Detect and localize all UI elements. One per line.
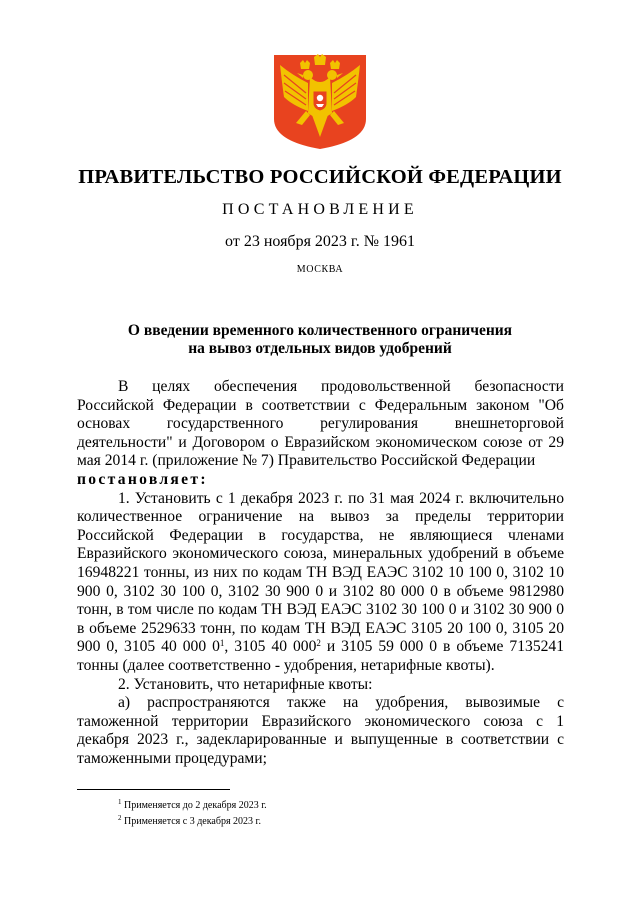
org-title: ПРАВИТЕЛЬСТВО РОССИЙСКОЙ ФЕДЕРАЦИИ (78, 166, 562, 188)
footnote-ref-2[interactable]: 2 (316, 638, 321, 649)
item-1-text-c: и 3105 59 000 0 в объеме 7135241 тонны (далее соответственно - удобрения, нетарифные квоты). (77, 638, 565, 674)
item-2a-paragraph (77, 694, 564, 768)
coat-of-arms-icon (270, 53, 370, 151)
footnote-ref-1[interactable]: 1 (219, 638, 225, 649)
footnote-2 (118, 814, 267, 830)
title-line-1: О введении временного количественного ограничения (127, 322, 513, 339)
footnote-2-text: Применяется с 3 декабря 2023 г. (124, 816, 262, 827)
item-2a-text: а) распространяются также на удобрения, вывозимые с таможенной территории Евразийского экономического союза с 1 декабря 2023 г., задекларированные и выпущенные в соответствии с таможенными процедурами; (77, 694, 564, 767)
document-body (77, 378, 564, 768)
footnote-separator (77, 789, 230, 790)
document-date-number: от 23 ноября 2023 г. № 1961 (225, 233, 415, 250)
footnote-1 (118, 798, 267, 814)
item-2-text: 2. Установить, что нетарифные квоты: (118, 675, 373, 693)
document-type: ПОСТАНОВЛЕНИЕ (222, 201, 418, 218)
document-title (0, 322, 640, 358)
resolves-word: постановляет: (77, 470, 208, 488)
footnote-2-number: 2 (118, 814, 122, 822)
preamble-paragraph (77, 378, 564, 471)
title-line-2: на вывоз отдельных видов удобрений (188, 340, 452, 357)
item-1-text-b: , 3105 40 000 (224, 638, 317, 656)
city-label: МОСКВА (296, 264, 344, 275)
resolves-paragraph (77, 471, 564, 490)
item-1-text-a: 1. Установить с 1 декабря 2023 г. по 31 мая 2024 г. включительно количественное ограничение на вывоз за пределы территории Российской Федерации в государства, не являющиеся членами Евразийского экономического союза, минеральных удобрений в объеме 16948221 тонны, из них по кодам ТН ВЭД ЕАЭС 3102 10 100 0, 3102 10 900 0, 3102 30 100 0, 3102 30 900 0 и 3102 80 000 0 в объеме 9812980 тонн, в том числе по кодам ТН ВЭД ЕАЭС 3102 30 100 0 и 3102 30 900 0 в объеме 2529633 тонн, по кодам ТН ВЭД ЕАЭС 3105 20 100 0, 3105 20 900 0, 3105 40 000 0 (77, 489, 564, 656)
item-2-paragraph (77, 676, 564, 695)
footnote-1-text: Применяется до 2 декабря 2023 г. (124, 800, 267, 811)
footnotes (118, 798, 267, 830)
preamble-text: В целях обеспечения продовольственной безопасности Российской Федерации в соответствии с Федеральным законом "Об основах государственного регулирования внешнеторговой деятельности" и Договором о Евразийском экономическом союзе от 29 мая 2014 г. (приложение № 7) Правительство Российской Федерации (77, 378, 564, 470)
footnote-1-number: 1 (118, 798, 122, 806)
item-1-paragraph (77, 490, 564, 676)
